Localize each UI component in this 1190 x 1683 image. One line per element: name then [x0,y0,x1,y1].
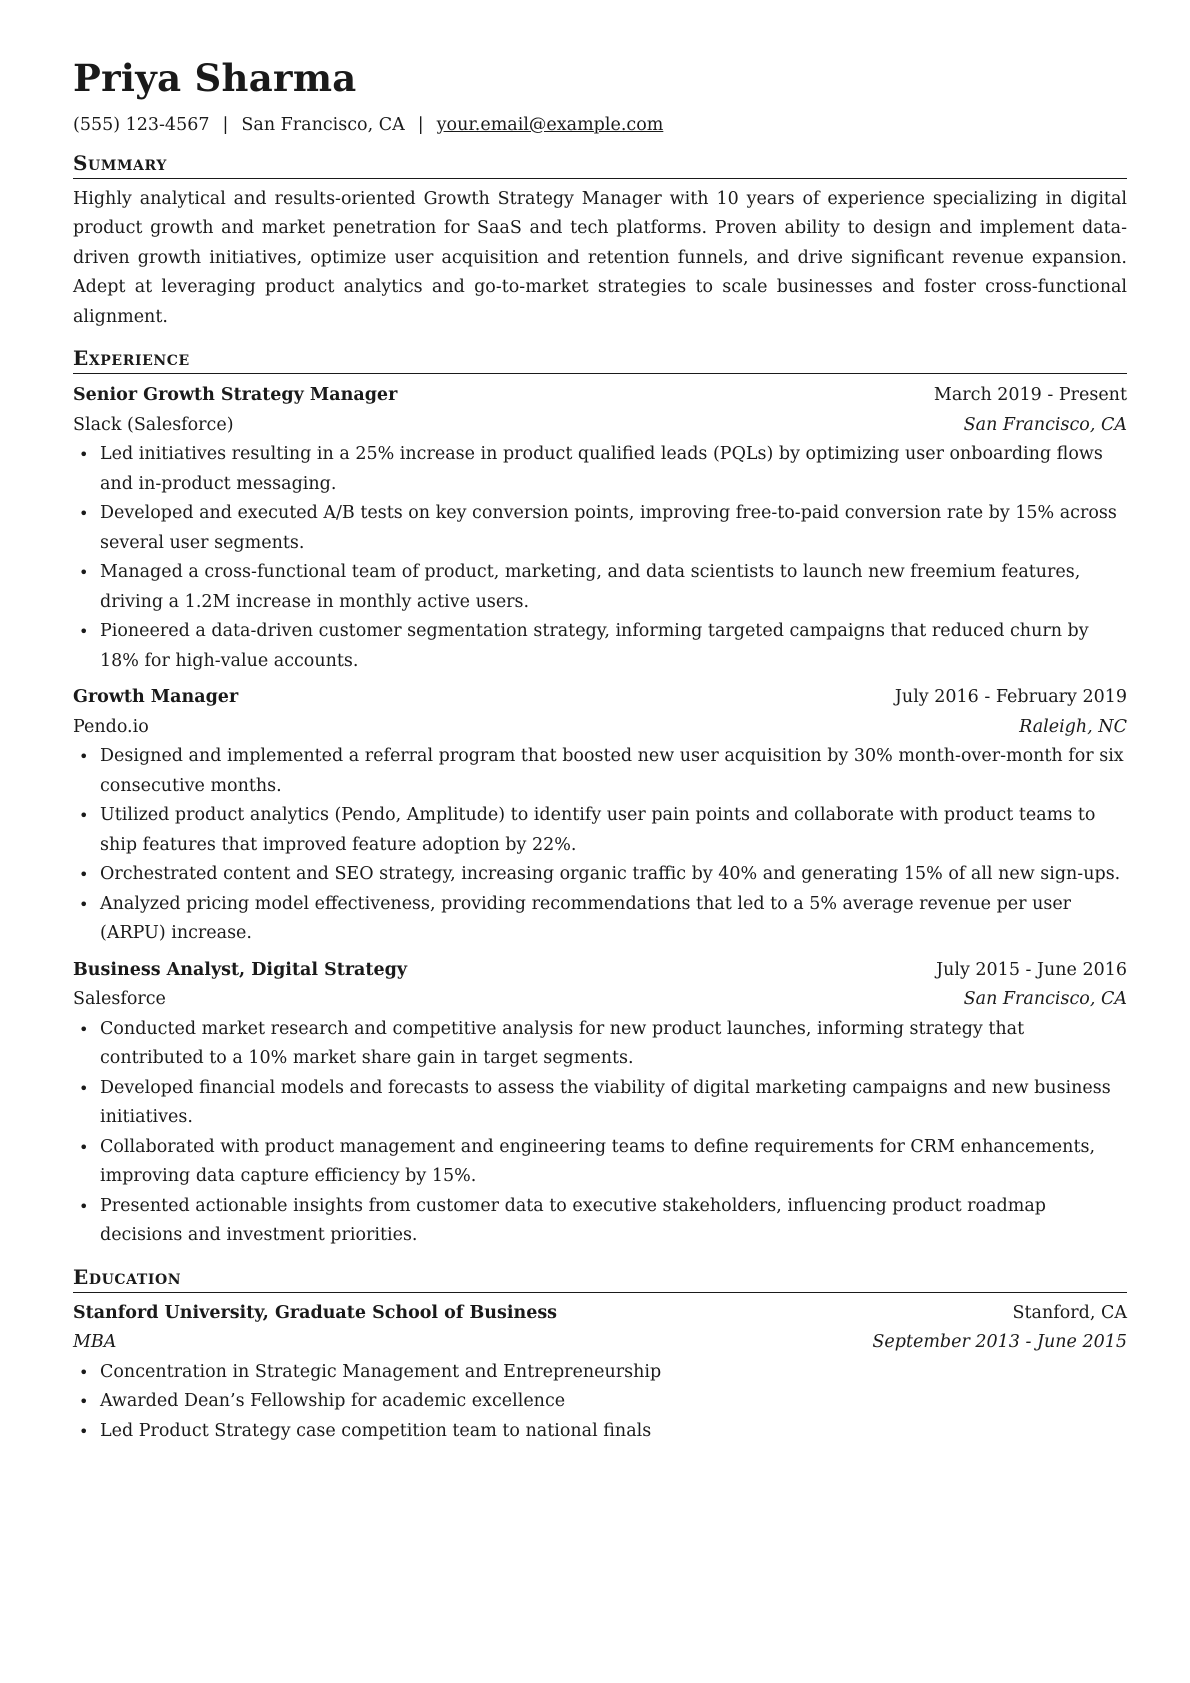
list-item: • Concentration in Strategic Management and Entrepreneurship [73,1358,1127,1388]
job-location: San Francisco, CA [963,414,1127,435]
list-item: • Designed and implemented a referral program that boosted new user acquisition by 30% month-over-month for six consecutive months. [73,742,1127,801]
phone-number: (555) 123-4567 [73,114,210,135]
contact-separator: | [222,114,229,135]
job-role: Business Analyst, Digital Strategy [73,959,408,980]
list-item: • Collaborated with product management and engineering teams to define requirements for CRM enhancements, improving data capture efficiency by 15%. [73,1133,1127,1192]
list-item: • Managed a cross-functional team of product, marketing, and data scientists to launch new freemium features, driving a 1.2M increase in monthly active users. [73,558,1127,617]
experience-section [73,346,1127,1251]
resume-page [73,58,1127,1446]
section-title-education: Education [73,1265,1127,1293]
job-entry [73,381,1127,676]
job-company: Salesforce [73,989,166,1010]
degree: MBA [73,1332,117,1353]
school-location: Stanford, CA [1012,1302,1127,1323]
job-bullets [73,440,1127,676]
list-item: • Awarded Dean’s Fellowship for academic excellence [73,1387,1127,1417]
job-role: Growth Manager [73,687,239,708]
job-bullets [73,742,1127,949]
job-location: San Francisco, CA [963,989,1127,1010]
education-section [73,1265,1127,1447]
school-name: Stanford University, Graduate School of Business [73,1302,558,1323]
job-location: Raleigh, NC [1019,716,1127,737]
job-company: Pendo.io [73,716,149,737]
job-company: Slack (Salesforce) [73,414,234,435]
education-dates: September 2013 - June 2015 [872,1332,1127,1353]
summary-text: Highly analytical and results-oriented Growth Strategy Manager with 10 years of experience specializing in digital product growth and market penetration for SaaS and tech platforms. Proven ability to design and implement data-driven growth initiatives, optimize user acquisition and retention funnels, and drive significant revenue expansion. Adept at leveraging product analytics and go-to-market strategies to scale businesses and foster cross-functional alignment. [73,188,1127,327]
job-bullets [73,1015,1127,1251]
list-item: • Developed and executed A/B tests on key conversion points, improving free-to-paid conversion rate by 15% across several user segments. [73,499,1127,558]
summary-section [73,151,1127,333]
job-dates: July 2015 - June 2016 [936,959,1127,980]
section-title-experience: Experience [73,346,1127,374]
job-entry [73,956,1127,1251]
list-item: • Analyzed pricing model effectiveness, providing recommendations that led to a 5% average revenue per user (ARPU) increase. [73,890,1127,949]
list-item: • Led Product Strategy case competition team to national finals [73,1417,1127,1447]
list-item: • Developed financial models and forecasts to assess the viability of digital marketing campaigns and new business initiatives. [73,1074,1127,1133]
job-dates: March 2019 - Present [933,385,1127,406]
email-link[interactable]: your.email@example.com [436,114,664,135]
contact-line [73,113,1127,137]
list-item: • Utilized product analytics (Pendo, Amplitude) to identify user pain points and collaborate with product teams to ship features that improved feature adoption by 22%. [73,801,1127,860]
list-item: • Pioneered a data-driven customer segmentation strategy, informing targeted campaigns that reduced churn by 18% for high-value accounts. [73,617,1127,676]
section-title-summary: Summary [73,151,1127,179]
contact-separator: | [417,114,424,135]
list-item: • Orchestrated content and SEO strategy, increasing organic traffic by 40% and generating 15% of all new sign-ups. [73,860,1127,890]
education-bullets [73,1358,1127,1447]
list-item: • Presented actionable insights from customer data to executive stakeholders, influencing product roadmap decisions and investment priorities. [73,1192,1127,1251]
job-entry [73,683,1127,949]
contact-location: San Francisco, CA [241,114,405,135]
list-item: • Conducted market research and competitive analysis for new product launches, informing strategy that contributed to a 10% market share gain in target segments. [73,1015,1127,1074]
job-dates: July 2016 - February 2019 [894,687,1127,708]
list-item: • Led initiatives resulting in a 25% increase in product qualified leads (PQLs) by optimizing user onboarding flows and in-product messaging. [73,440,1127,499]
job-role: Senior Growth Strategy Manager [73,385,398,406]
candidate-name: Priya Sharma [73,56,357,100]
